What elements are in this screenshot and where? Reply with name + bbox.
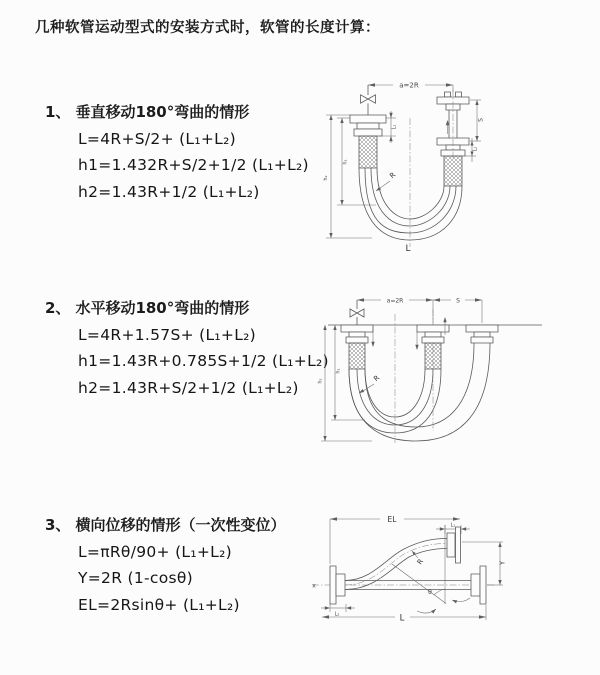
dim-label-a2r: a=2R [399,81,419,90]
angle-construction [392,564,470,614]
formula-h1: h1=1.432R+S/2+1/2 (L₁+L₂) [78,156,309,174]
crosshatch-braid [349,343,365,369]
dim-label-length: L [399,613,405,624]
formula-Y: Y=2R (1-cosθ) [78,569,194,587]
hose-curves [349,343,490,441]
formula-h1: h1=1.43R+0.785S+1/2 (L₁+L₂) [78,352,329,370]
dim-label-el: EL [387,515,397,524]
section-vertical-180 [45,101,309,202]
dimension-el [330,515,460,567]
valve-icon [361,85,376,115]
formula-EL: EL=2Rsinθ+ (L₁+L₂) [78,595,240,614]
dim-label-h2: h₂ [317,378,324,384]
hose-curves [345,539,447,590]
right-flange [471,566,486,604]
diagram-vertical-180 [310,70,600,260]
page-title: 几种软管运动型式的安装方式时，软管的长度计算： [35,20,380,36]
section-number: 2、 [45,299,71,317]
formula-L: L=4R+1.57S+ (L₁+L₂) [78,325,256,344]
formula-L: L=4R+S/2+ (L₁+L₂) [78,129,236,148]
radius-callout [376,171,397,191]
axis-end-mark: x [312,582,316,590]
dim-label-l1: L₁ [450,522,456,529]
dim-label-h2: h₂ [323,175,329,181]
section-heading [45,297,329,318]
dim-label-r: R [372,373,382,384]
diagram-horizontal-180 [310,283,600,458]
right-flange-fitting [466,325,498,343]
upper-flange [447,527,461,563]
dimension-width-a2r [368,82,453,92]
left-flange-fitting [341,325,373,369]
formula-h2: h2=1.43R+1/2 (L₁+L₂) [78,182,260,201]
left-flange-fitting [350,115,386,168]
dimension-fitting-left [321,604,355,618]
section-horizontal-180 [45,297,329,398]
section-heading [45,514,285,535]
dim-label-length: L [405,244,411,254]
middle-flange-fitting [417,325,449,369]
dim-label-a2r: a=2R [386,297,404,305]
section-number: 1、 [45,103,71,121]
section-title: 垂直移动180°弯曲的情形 [75,103,250,121]
crosshatch-braid [359,136,377,168]
formula-L: L=πRθ/90+ (L₁+L₂) [78,542,232,561]
dimension-length-l [322,605,486,624]
dim-label-l2: L₂ [334,611,340,618]
dim-label-s: S [456,297,460,305]
dim-label-l1: L₁ [391,124,398,130]
dim-label-r: R [388,170,398,181]
formula-h2: h2=1.43R+S/2+1/2 (L₁+L₂) [78,378,299,397]
section-number: 3、 [45,516,71,534]
crosshatch-braid [444,156,462,186]
valve-icon [350,300,364,325]
section-title: 水平移动180°弯曲的情形 [75,299,250,317]
left-flange [330,566,345,604]
crosshatch-braid [425,343,441,369]
dim-label-h1: h₁ [342,159,349,165]
dim-label-theta: θ [428,589,432,596]
dimension-fitting-top [436,523,470,535]
dim-label-l2: L₂ [472,146,479,152]
diagram-lateral-offset [300,505,600,655]
dim-label-r: R [415,557,426,567]
radius-callout [359,374,381,393]
dim-label-s: S [477,118,485,122]
dim-label-h1: h₁ [335,368,342,374]
dim-label-y: Y [498,560,507,566]
dimension-top [357,297,482,323]
section-title: 横向位移的情形（一次性变位） [75,516,286,534]
right-flange-assembly [437,89,469,186]
dimension-travel-s [470,100,485,141]
section-lateral-offset [45,514,285,615]
section-heading [45,101,309,122]
